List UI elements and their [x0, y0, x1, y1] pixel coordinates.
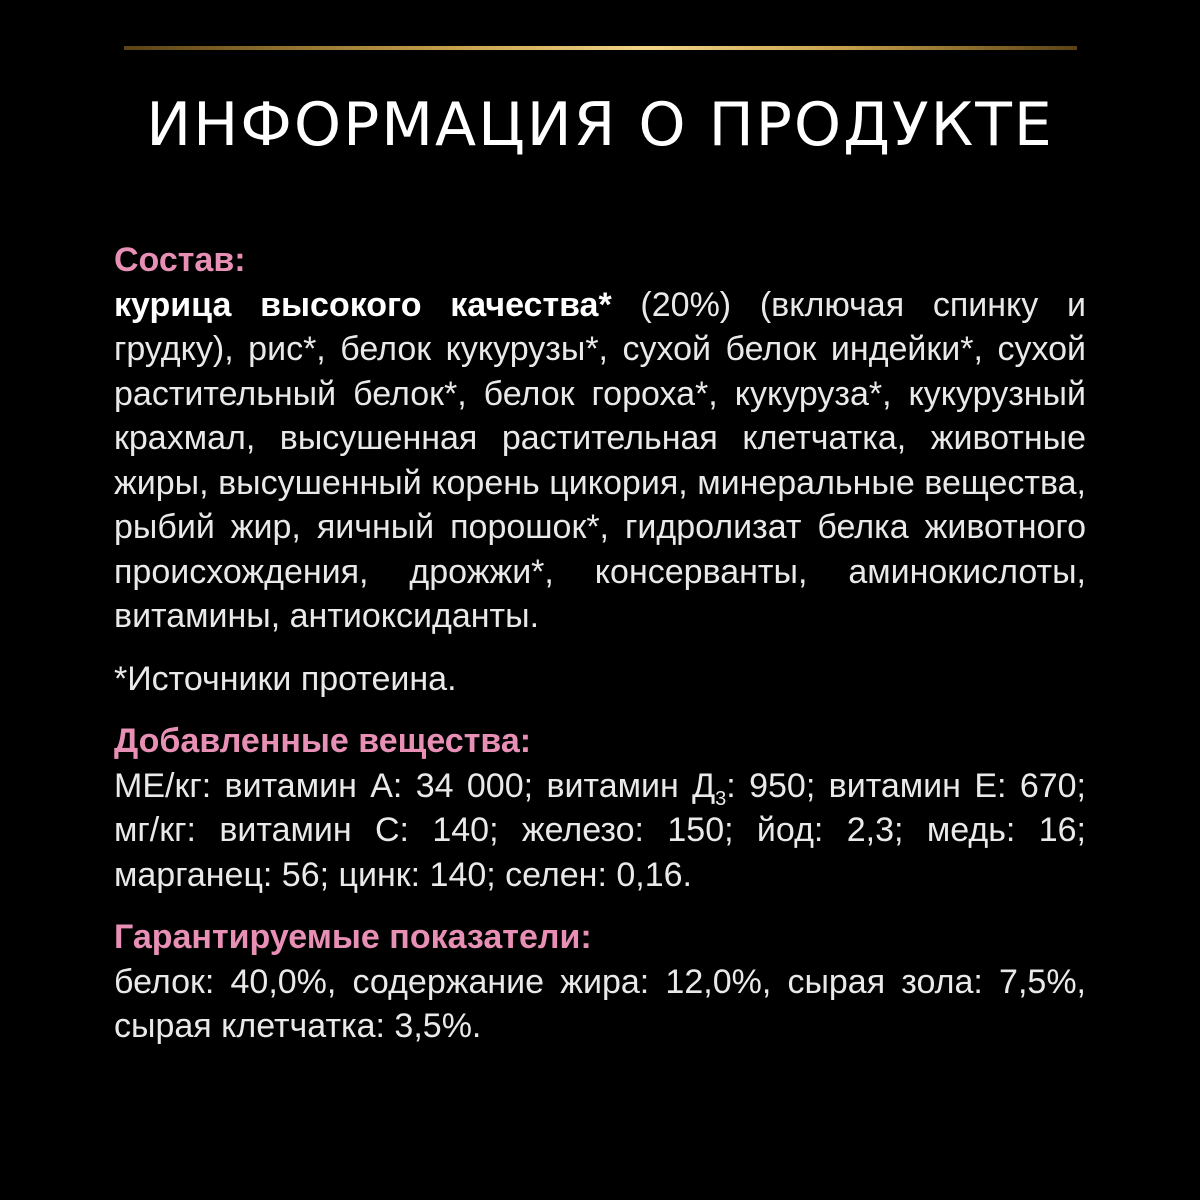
additives-text-part2: : 950; витамин Е: 670; мг/кг: витамин С: 140; железо: 150; йод: 2,3; медь: 16; марганец: 56; цинк: 140; селен: 0,16. — [114, 766, 1086, 894]
additives-heading: Добавленные вещества: — [114, 722, 532, 760]
composition-text — [114, 283, 1086, 639]
composition-heading: Состав: — [114, 241, 246, 279]
additives-text — [114, 764, 1086, 898]
gold-divider — [124, 46, 1077, 50]
composition-body: (20%) (включая спинку и грудку), рис*, белок кукурузы*, сухой белок индейки*, сухой растительный белок*, белок гороха*, кукуруза*, кукурузный крахмал, высушенная растительная клетчатка, животные жиры, высушенный корень цикория, минеральные вещества, рыбий жир, яичный порошок*, гидролизат белка животного происхождения, дрожжи*, консерванты, аминокислоты, витамины, антиоксиданты. — [114, 285, 1086, 635]
composition-highlight: курица высокого качества* — [114, 285, 612, 324]
additives-text-part1: МЕ/кг: витамин А: 34 000; витамин Д — [114, 766, 716, 805]
footnote: *Источники протеина. — [114, 659, 457, 698]
page-title: ИНФОРМАЦИЯ О ПРОДУКТЕ — [146, 90, 1054, 160]
guaranteed-text: белок: 40,0%, содержание жира: 12,0%, сырая зола: 7,5%, сырая клетчатка: 3,5%. — [114, 962, 1086, 1045]
guaranteed-heading: Гарантируемые показатели: — [114, 918, 592, 956]
additives-subscript: 3 — [715, 787, 727, 810]
product-info-content — [114, 238, 1086, 1049]
